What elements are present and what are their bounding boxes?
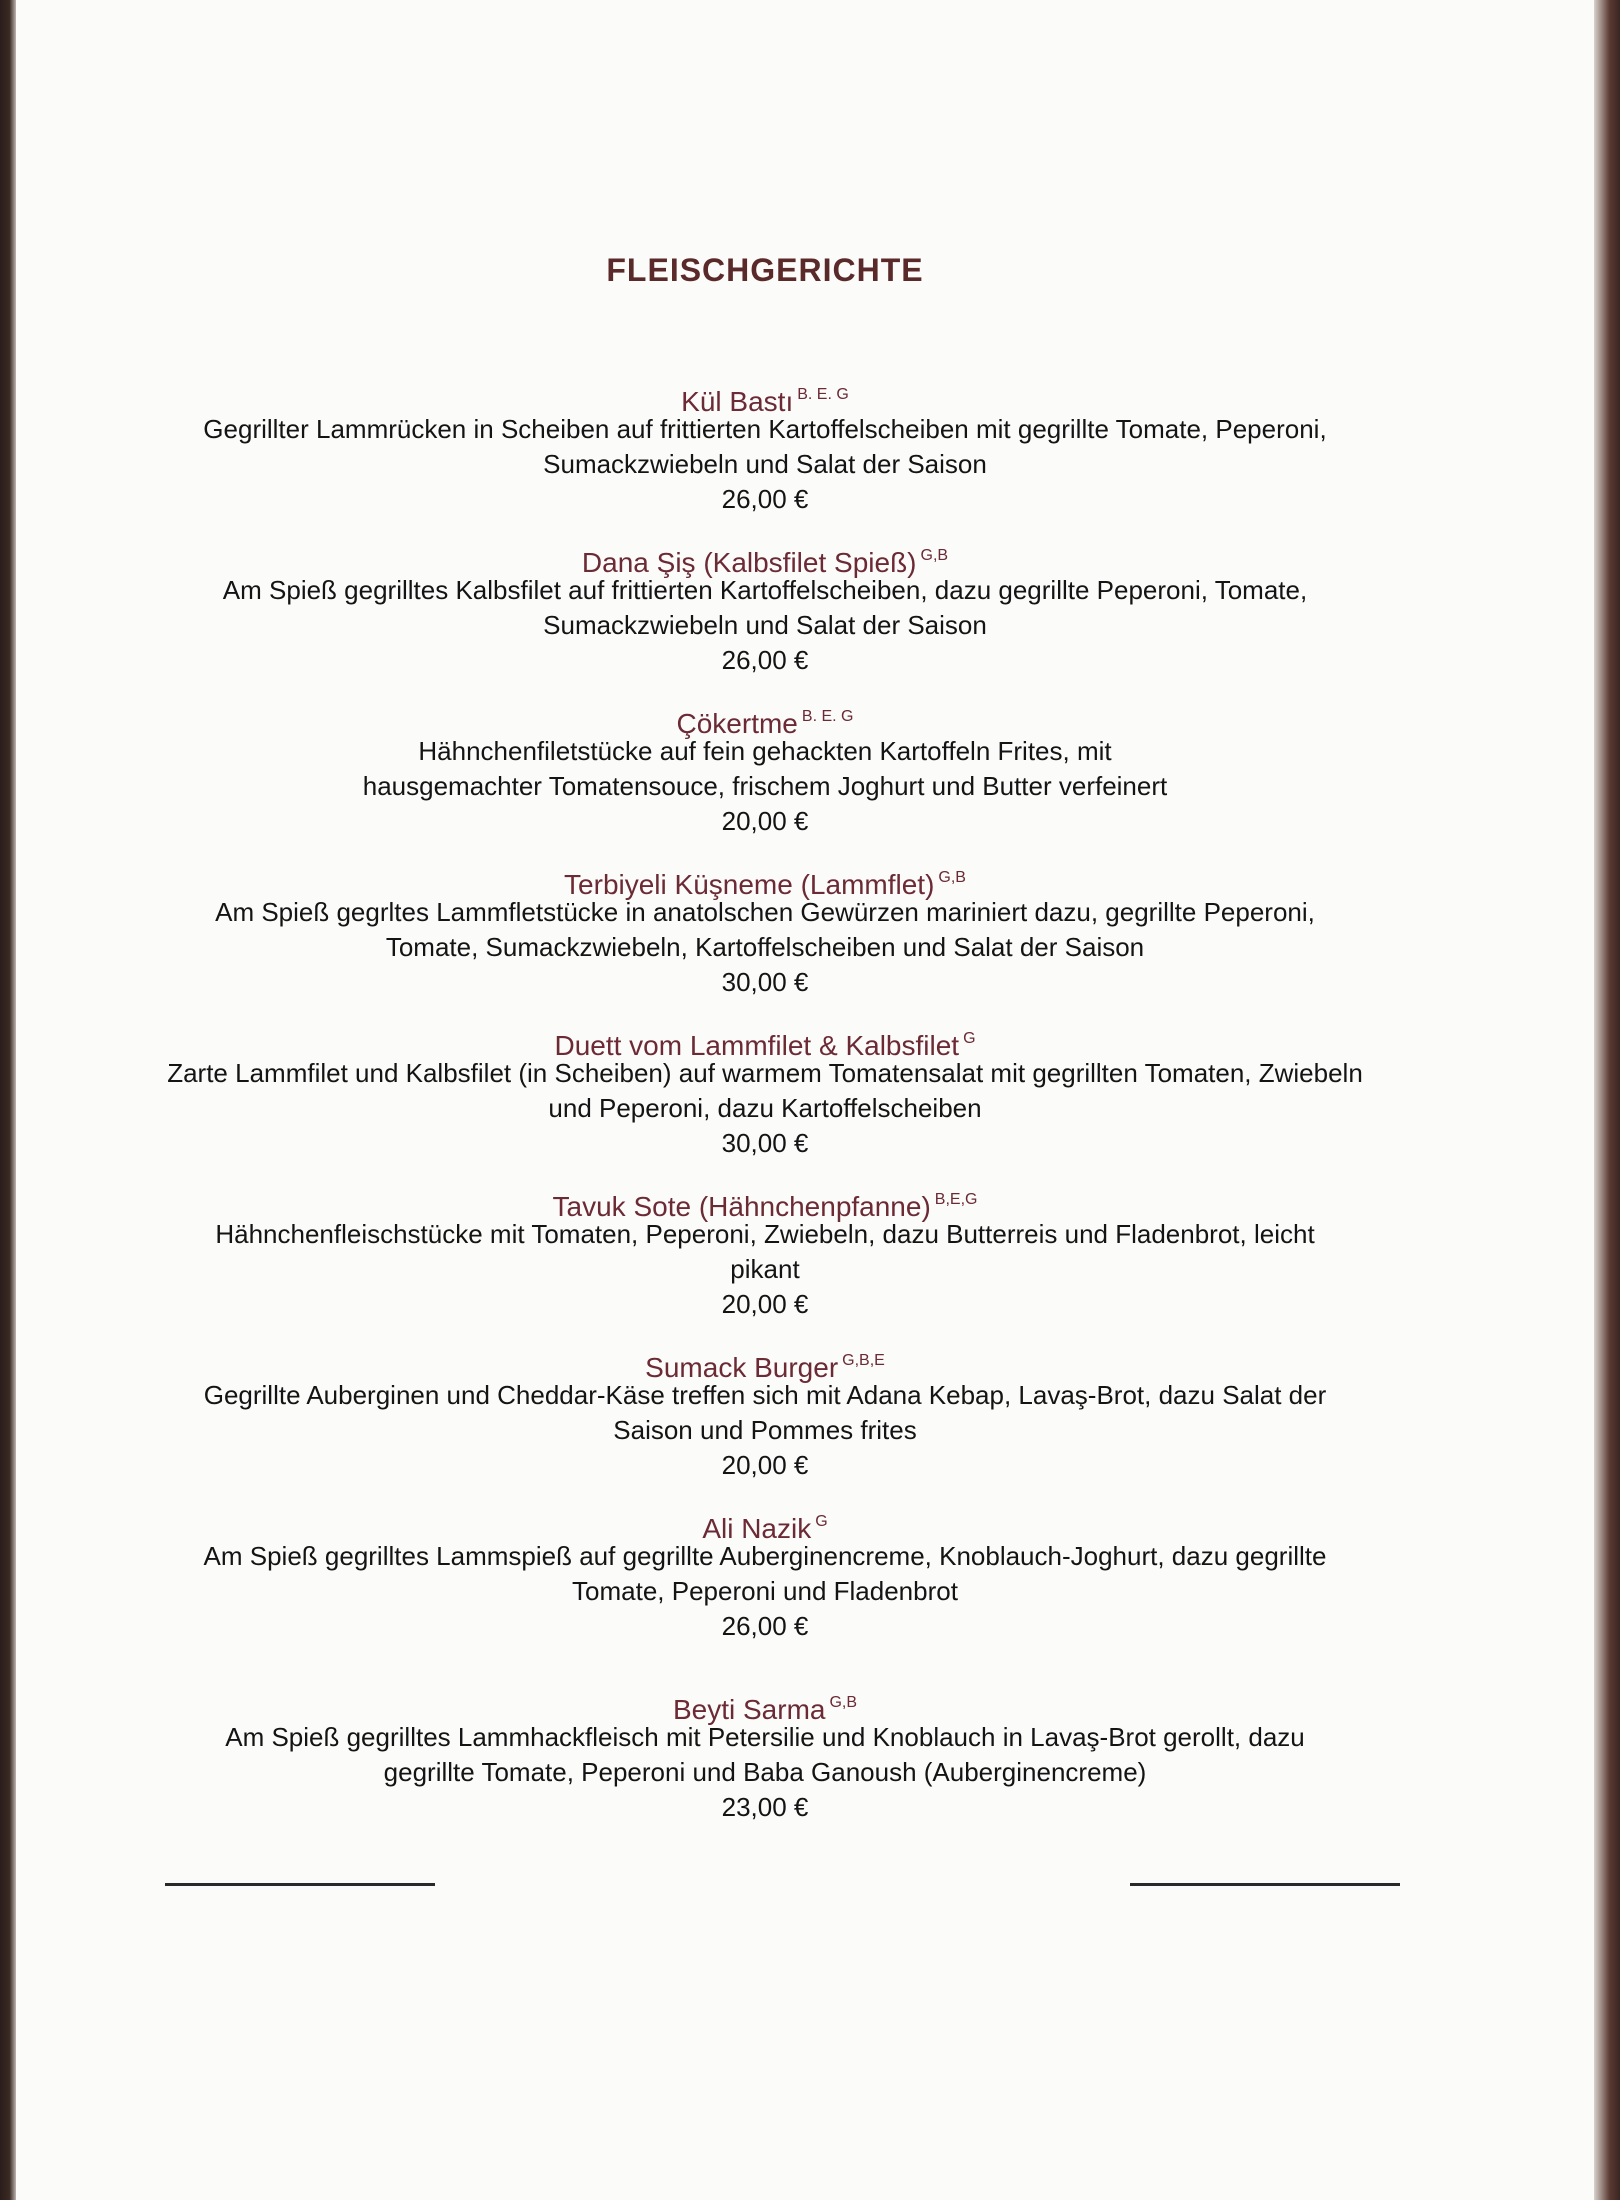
dish-item — [160, 1505, 1370, 1644]
dish-price: 23,00 € — [721, 1792, 809, 1822]
dish-description: Am Spieß gegrilltes Lammhackfleisch mit Petersilie und Knoblauch in Lavaş-Brot gerollt, dazu gegrillte Tomate, Peperoni und Baba Ganoush (Auberginencreme) — [225, 1722, 1305, 1787]
dish-item — [160, 1344, 1370, 1483]
dish-description: Gegrillte Auberginen und Cheddar-Käse treffen sich mit Adana Kebap, Lavaş-Brot, dazu Salat der Saison und Pommes frites — [203, 1380, 1327, 1445]
dish-item — [160, 539, 1370, 678]
allergen-codes: G,B — [938, 869, 966, 886]
allergen-codes: G,B,E — [842, 1352, 885, 1369]
signature-line-right — [1130, 1883, 1400, 1886]
allergen-codes: G — [815, 1513, 828, 1530]
dish-item — [160, 378, 1370, 517]
allergen-codes: B,E,G — [934, 1191, 978, 1208]
dish-price: 20,00 € — [721, 1450, 809, 1480]
dish-name: Sumack Burger $^{G,B,E}$ — [645, 1352, 885, 1383]
dish-price: 26,00 € — [721, 484, 809, 514]
signature-line-left — [165, 1883, 435, 1886]
dish-description: Hähnchenfiletstücke auf fein gehackten Kartoffeln Frites, mit hausgemachter Tomatensouce, frischem Joghurt und Butter verfeinert — [362, 736, 1168, 801]
allergen-codes: G — [963, 1030, 976, 1047]
table-edge-left — [0, 0, 16, 2200]
menu-content — [160, 250, 1370, 1825]
dish-description: Am Spieß gegrilltes Lammspieß auf gegrillte Auberginencreme, Knoblauch-Joghurt, dazu gegrillte Tomate, Peperoni und Fladenbrot — [203, 1541, 1327, 1606]
dish-price: 30,00 € — [721, 1128, 809, 1158]
dish-description: Am Spieß gegrltes Lammfletstücke in anatolschen Gewürzen mariniert dazu, gegrillte Peperoni, Tomate, Sumackzwiebeln, Kartoffelscheiben und Salat der Saison — [215, 897, 1315, 962]
dish-price: 20,00 € — [721, 806, 809, 836]
dish-item — [160, 1183, 1370, 1322]
dish-name: Kül Bastı $^{B. E. G}$ — [681, 386, 849, 417]
dish-name: Duett vom Lammfilet & Kalbsfilet $^G$ — [554, 1030, 976, 1061]
dish-name: Çökertme $^{B. E. G}$ — [676, 708, 854, 739]
dish-item — [160, 700, 1370, 839]
dish-description: Hähnchenfleischstücke mit Tomaten, Peperoni, Zwiebeln, dazu Butterreis und Fladenbrot, leicht pikant — [215, 1219, 1315, 1284]
dish-name: Beyti Sarma $^{G,B}$ — [672, 1694, 858, 1725]
dish-description: Zarte Lammfilet und Kalbsfilet (in Scheiben) auf warmem Tomatensalat mit gegrillten Tomaten, Zwiebeln und Peperoni, dazu Kartoffelscheiben — [167, 1058, 1363, 1123]
section-title: FLEISCHGERICHTE — [606, 252, 924, 288]
allergen-codes: B. E. G — [801, 708, 854, 725]
dish-item — [160, 1686, 1370, 1825]
allergen-codes: G,B — [920, 547, 949, 564]
allergen-codes: B. E. G — [797, 386, 849, 403]
dish-name: Terbiyeli Küşneme (Lammflet) $^{G,B}$ — [564, 869, 966, 900]
dish-item — [160, 1022, 1370, 1161]
dish-price: 26,00 € — [721, 645, 809, 675]
dish-price: 20,00 € — [721, 1289, 809, 1319]
dish-name: Dana Şiş (Kalbsfilet Spieß) $^{G,B}$ — [581, 547, 949, 578]
dish-name: Tavuk Sote (Hähnchenpfanne) $^{B,E,G}$ — [552, 1191, 978, 1222]
dish-description: Gegrillter Lammrücken in Scheiben auf frittierten Kartoffelscheiben mit gegrillte Tomate, Peperoni, Sumackzwiebeln und Salat der Saison — [203, 414, 1327, 479]
table-edge-right — [1594, 0, 1620, 2200]
dish-description: Am Spieß gegrilltes Kalbsfilet auf frittierten Kartoffelscheiben, dazu gegrillte Peperoni, Tomate, Sumackzwiebeln und Salat der Saison — [222, 575, 1308, 640]
dish-item — [160, 861, 1370, 1000]
allergen-codes: G,B — [829, 1694, 858, 1711]
dish-name: Ali Nazik $^G$ — [702, 1513, 828, 1544]
dish-price: 30,00 € — [721, 967, 809, 997]
dish-price: 26,00 € — [721, 1611, 809, 1641]
